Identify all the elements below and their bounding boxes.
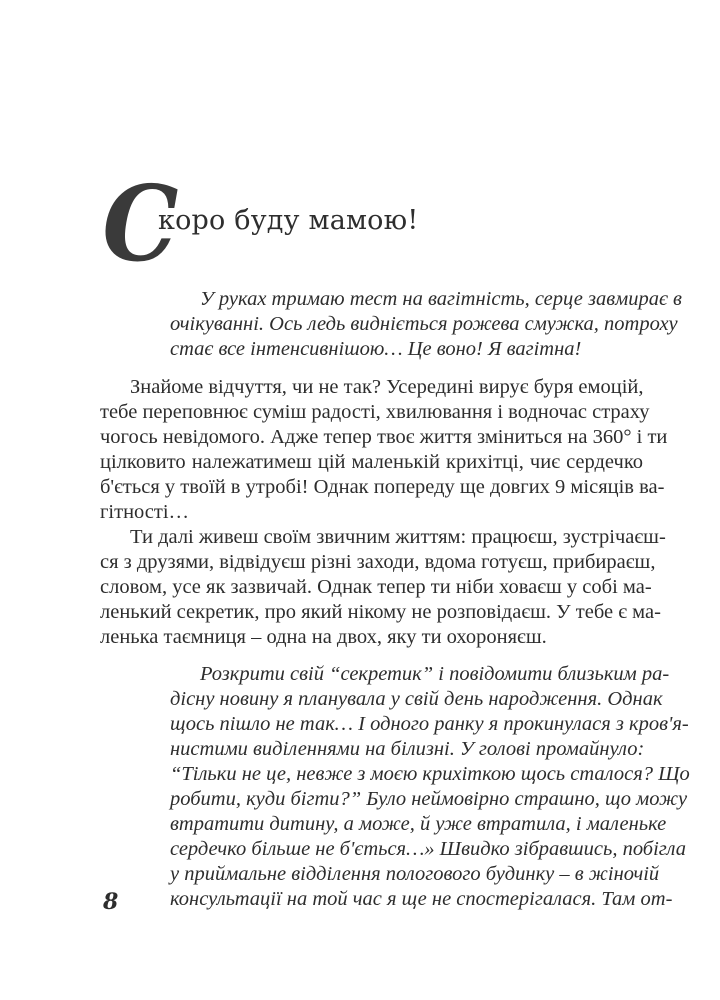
body-line: чогось невідомого. Адже тепер твоє життя зміниться на 360° і ти [100, 426, 668, 448]
body-line: ленький секретик, про який нікому не розповідаєш. У тебе є ма- [100, 601, 661, 623]
epigraph-line: очікуванні. Ось ледь видніється рожева смужка, потроху [170, 313, 678, 335]
story-line: дісну новину я планувала у свій день народження. Однак [170, 688, 663, 710]
story-line: сердечко більше не б'ється…» Швидко зібравшись, побігла [170, 838, 686, 860]
drop-cap: С [102, 162, 179, 285]
page-number: 8 [103, 889, 119, 915]
epigraph-line: стає все інтенсивнішою… Це воно! Я вагітна! [170, 338, 582, 360]
story-line: консультації на той час я ще не спостерігалася. Там от- [170, 888, 673, 910]
body-line: цілковито належатимеш цій маленькій крихітці, чиє сердечко [100, 451, 643, 473]
body-line: ся з друзями, відвідуєш різні заходи, вдома готуєш, прибираєш, [100, 551, 656, 573]
story-line: “Тільки не це, невже з моєю крихіткою щось сталося? Що [170, 763, 690, 785]
body-line: словом, усе як зазвичай. Однак тепер ти ніби ховаєш у собі ма- [100, 576, 652, 598]
body-line: тебе переповнює суміш радості, хвилювання і водночас страху [100, 401, 650, 423]
story-line: щось пішло не так… І одного ранку я прокинулася з кров'я- [170, 713, 689, 735]
epigraph-line: У руках тримаю тест на вагітність, серце завмирає в [200, 288, 682, 310]
body-line: гітності… [100, 501, 190, 523]
story-line: у приймальне відділення пологового будинку – в жіночій [170, 863, 660, 885]
body-line: ленька таємниця – одна на двох, яку ти охороняєш. [100, 626, 547, 648]
story-line: робити, куди бігти?” Було неймовірно страшно, що можу [170, 788, 688, 810]
body-line: Знайоме відчуття, чи не так? Усередині вирує буря емоцій, [130, 376, 644, 398]
story-line: втратити дитину, а може, й уже втратила, і маленьке [170, 813, 667, 835]
chapter-title [100, 162, 419, 285]
story-line: нистими виділеннями на білизні. У голові промайнуло: [170, 738, 645, 760]
body-line: Ти далі живеш своїм звичним життям: працюєш, зустрічаєш- [130, 526, 666, 548]
chapter-title-text: коро буду мамою! [158, 205, 419, 236]
story-line: Розкрити свій “секретик” і повідомити близьким ра- [200, 663, 670, 685]
body-line: б'ється у твоїй в утробі! Однак попереду ще довгих 9 місяців ва- [100, 476, 665, 498]
